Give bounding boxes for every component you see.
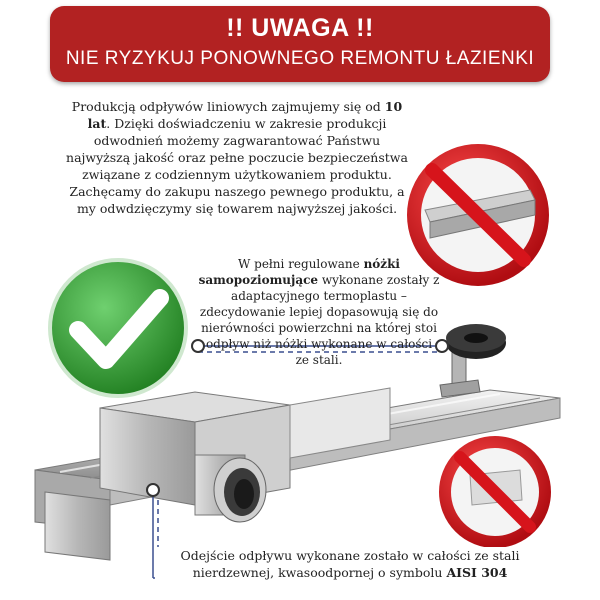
banner-title: !! UWAGA !! (226, 14, 374, 42)
feet-description (198, 256, 440, 368)
check-badge-icon (50, 260, 186, 396)
feet-text-1: W pełni regulowane (237, 257, 364, 271)
outlet-pipe (195, 455, 266, 522)
leveling-foot (440, 324, 506, 397)
outlet-bold: AISI 304 (446, 565, 508, 580)
intro-text-2: . Dzięki doświadczeniu w zakresie produkcji odwodnień możemy zagwarantować Państwu najwyższą jakość oraz pełne poczucie bezpieczeństwa związane z codziennym użytkowaniem produktu. Zachęcamy do zakupu naszego pewnego produktu, a my odwdzięczymy się towarem najwyższej jakości. (66, 116, 408, 216)
feet-text-2: wykonane zostały z adaptacyjnego termoplastu – zdecydowanie lepiej dopasowują się do nierówności powierzchni na której stoi odpływ niż nóżki wykonane w całości ze stali. (199, 273, 440, 367)
feet-bold: nóżki samopoziomujące (198, 257, 400, 287)
forbidden-sign-icon (445, 442, 545, 542)
intro-years: 10 lat (87, 99, 403, 131)
outlet-description (155, 547, 545, 581)
outlet-text-1: Odejście odpływu wykonane zostało w całości ze stali nierdzewnej, kwasoodpornej o symbolu (180, 548, 520, 580)
banner-subtitle: NIE RYZYKUJ PONOWNEGO REMONTU ŁAZIENKI (65, 48, 535, 69)
intro-text-1: Produkcją odpływów liniowych zajmujemy się od (71, 99, 385, 114)
